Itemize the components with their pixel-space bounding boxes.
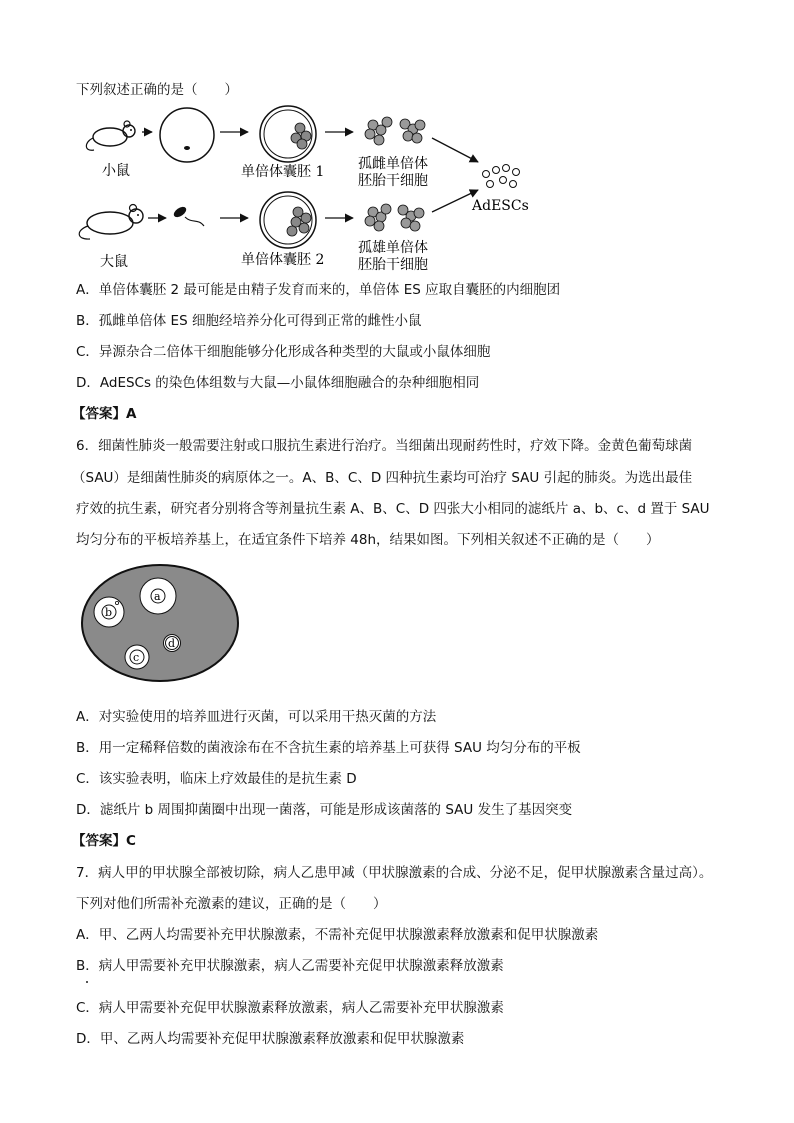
- disc-d-label: d: [168, 637, 176, 650]
- q7-option-d: D．甲、乙两人均需要补充促甲状腺激素释放激素和促甲状腺激素: [76, 1031, 465, 1047]
- q6-line-2: （SAU）是细菌性肺炎的病原体之一。A、B、C、D 四种抗生素均可治疗 SAU 引起的肺炎。为选出最佳: [72, 470, 693, 486]
- q7-line-1: 7．病人甲的甲状腺全部被切除，病人乙患甲减（甲状腺激素的合成、分泌不足，促甲状腺激素含量过高）。: [76, 865, 713, 881]
- adescs-cells: [483, 165, 520, 188]
- q7-option-c: C．病人甲需要补充促甲状腺激素释放激素，病人乙需要补充甲状腺激素: [76, 1000, 504, 1016]
- q6-line-1: 6．细菌性肺炎一般需要注射或口服抗生素进行治疗。当细菌出现耐药性时，疗效下降。金黄色葡萄球菌: [76, 438, 693, 454]
- stray-dot: [86, 981, 88, 983]
- blastocyst-2: [260, 192, 316, 248]
- disc-a: [140, 578, 176, 614]
- mouse-icon: [86, 121, 135, 150]
- q5-option-d: D．AdESCs 的染色体组数与大鼠—小鼠体细胞融合的杂种细胞相同: [76, 375, 480, 391]
- q7-option-a: A．甲、乙两人均需要补充甲状腺激素，不需补充促甲状腺激素释放激素和促甲状腺激素: [76, 927, 599, 943]
- sperm-icon: [172, 205, 204, 226]
- egg-cell: [160, 108, 214, 162]
- disc-a-label: a: [154, 590, 161, 603]
- q5-option-b: B．孤雌单倍体 ES 细胞经培养分化可得到正常的雌性小鼠: [76, 313, 422, 329]
- adescs-label: AdESCs: [472, 198, 529, 214]
- q5-option-c: C．异源杂合二倍体干细胞能够分化形成各种类型的大鼠或小鼠体细胞: [76, 344, 491, 360]
- mouse-label: 小鼠: [102, 163, 130, 179]
- es2-label-line2: 胚胎干细胞: [358, 257, 428, 273]
- es1-label-line1: 孤雌单倍体: [358, 156, 428, 172]
- q7-option-b: B．病人甲需要补充甲状腺激素，病人乙需要补充促甲状腺激素释放激素: [76, 958, 504, 974]
- disc-b: [94, 597, 124, 627]
- disc-d: [164, 635, 181, 652]
- es1-label-line2: 胚胎干细胞: [358, 173, 428, 189]
- q5-figure: [70, 100, 550, 280]
- q5-answer: 【答案】A: [72, 406, 137, 422]
- disc-b-label: b: [105, 606, 113, 619]
- disc-c: [125, 645, 149, 669]
- q5-stem: 下列叙述正确的是（ ）: [76, 82, 238, 98]
- blastocyst-1-label: 单倍体囊胚 1: [241, 164, 325, 180]
- q7-line-2: 下列对他们所需补充激素的建议，正确的是（ ）: [76, 896, 387, 912]
- es-cells-2: [365, 204, 424, 231]
- q6-option-b: B．用一定稀释倍数的菌液涂布在不含抗生素的培养基上可获得 SAU 均匀分布的平板: [76, 740, 581, 756]
- q6-option-c: C．该实验表明，临床上疗效最佳的是抗生素 D: [76, 771, 357, 787]
- es-cells-1: [365, 117, 425, 145]
- q6-line-3: 疗效的抗生素，研究者分别将含等剂量抗生素 A、B、C、D 四张大小相同的滤纸片 a、b、c、d 置于 SAU: [76, 501, 710, 517]
- rat-label: 大鼠: [100, 254, 128, 270]
- rat-icon: [79, 205, 143, 240]
- blastocyst-2-label: 单倍体囊胚 2: [241, 252, 325, 268]
- blastocyst-1: [260, 106, 316, 162]
- q5-option-a: A．单倍体囊胚 2 最可能是由精子发育而来的，单倍体 ES 应取自囊胚的内细胞团: [76, 282, 561, 298]
- petri-dish-figure: [80, 563, 240, 683]
- q6-option-d: D．滤纸片 b 周围抑菌圈中出现一菌落，可能是形成该菌落的 SAU 发生了基因突变: [76, 802, 573, 818]
- q6-line-4: 均匀分布的平板培养基上，在适宜条件下培养 48h，结果如图。下列相关叙述不正确的是（ ）: [76, 532, 660, 548]
- es2-label-line1: 孤雄单倍体: [358, 240, 428, 256]
- q6-option-a: A．对实验使用的培养皿进行灭菌，可以采用干热灭菌的方法: [76, 709, 437, 725]
- q6-answer: 【答案】C: [72, 833, 136, 849]
- disc-c-label: c: [133, 651, 140, 664]
- colony-dot: [115, 601, 118, 604]
